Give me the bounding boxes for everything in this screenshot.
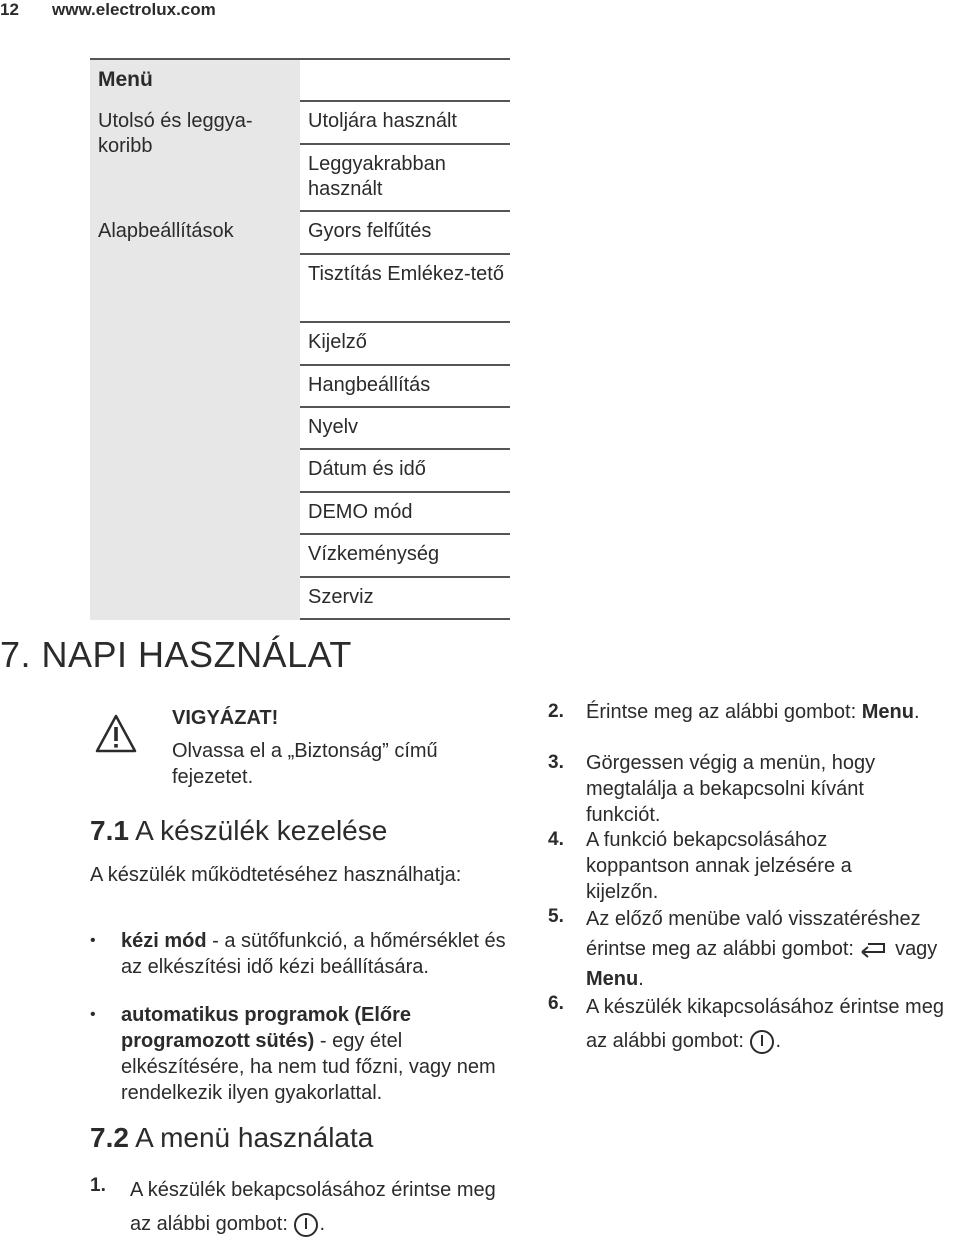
- back-arrow-icon: [860, 940, 890, 960]
- step-6-number: 6.: [548, 993, 564, 1014]
- bullet-auto-programs-text: - egy étel elkészítésére, ha nem tud főzni, vagy nem rendelkezik ilyen gyakorlattal.: [121, 1030, 496, 1104]
- section-title: 7. NAPI HASZNÁLAT: [0, 634, 352, 675]
- step-2-number: 2.: [548, 701, 564, 722]
- menu-item-cleaning-reminder: Tisztítás Emlékez-tető: [308, 263, 504, 285]
- header-url: www.electrolux.com: [52, 0, 216, 19]
- step-6-text: A készülék kikapcsolásához érintse meg az alábbi gombot: .: [586, 990, 960, 1058]
- menu-item-date-time: Dátum és idő: [308, 458, 426, 480]
- menu-item-last-used: Utoljára használt: [308, 110, 457, 132]
- subsection-7-2-number: 7.2: [90, 1122, 129, 1153]
- step-5-menu-label: Menu: [586, 968, 639, 990]
- step-4-text: A funkció bekapcsolásához koppantson annak jelzésére a kijelzőn.: [586, 829, 852, 903]
- bullet-marker: •: [90, 932, 96, 949]
- bullet-auto-programs: [121, 1002, 513, 1106]
- menu-item-demo-mode: DEMO mód: [308, 501, 413, 523]
- bullet-manual-mode: [121, 928, 513, 980]
- menu-category-recent: Utolsó és leggya-koribb: [98, 110, 253, 157]
- subsection-7-1-text: A készülék kezelése: [135, 815, 388, 846]
- step-3-text: Görgessen végig a menün, hogy megtalálja a bekapcsolni kívánt funkciót.: [586, 752, 876, 826]
- warning-title: VIGYÁZAT!: [172, 707, 279, 729]
- subsection-7-1-number: 7.1: [90, 815, 129, 846]
- warning-triangle-icon: [94, 713, 138, 755]
- step-4-number: 4.: [548, 829, 564, 850]
- page-number: 12: [0, 0, 19, 19]
- menu-category-basic-settings: Alapbeállítások: [98, 220, 234, 242]
- menu-item-water-hardness: Vízkeménység: [308, 543, 440, 565]
- menu-item-sound: Hangbeállítás: [308, 374, 431, 396]
- menu-item-most-used: Leggyakrabban használt: [308, 153, 446, 200]
- menu-item-fast-heat: Gyors felfűtés: [308, 220, 432, 242]
- bullet-manual-mode-bold: kézi mód: [121, 930, 207, 952]
- menu-table: [90, 58, 510, 620]
- step-1-number: 1.: [90, 1175, 106, 1196]
- step-1-text: A készülék bekapcsolásához érintse meg az alábbi gombot: .: [130, 1173, 510, 1241]
- warning-text: Olvassa el a „Biztonság” című fejezetet.: [172, 740, 438, 788]
- menu-table-heading: Menü: [98, 68, 153, 91]
- step-2-menu-label: Menu: [861, 701, 914, 723]
- subsection-7-1-title: [90, 815, 387, 847]
- power-button-icon: [749, 1029, 775, 1055]
- step-2-text: Érintse meg az alábbi gombot: Menu.: [586, 701, 920, 723]
- subsection-7-1-intro: A készülék működtetéséhez használhatja:: [90, 864, 462, 886]
- bullet-manual-mode-text: - a sütőfunkció, a hőmérséklet és az elkészítési idő kézi beállítására.: [121, 930, 506, 978]
- menu-item-display: Kijelző: [308, 331, 367, 353]
- step-5-text: Az előző menübe való visszatéréshez érintse meg az alábbi gombot: vagy Menu.: [586, 908, 938, 990]
- menu-item-service: Szerviz: [308, 586, 374, 608]
- bullet-marker: •: [90, 1006, 96, 1023]
- bullet-auto-programs-bold: automatikus programok (Előre programozott sütés): [121, 1004, 412, 1052]
- step-3-number: 3.: [548, 752, 564, 773]
- subsection-7-2-title: [90, 1122, 373, 1154]
- step-5-number: 5.: [548, 906, 564, 927]
- subsection-7-2-text: A menü használata: [135, 1122, 374, 1153]
- menu-item-language: Nyelv: [308, 416, 359, 438]
